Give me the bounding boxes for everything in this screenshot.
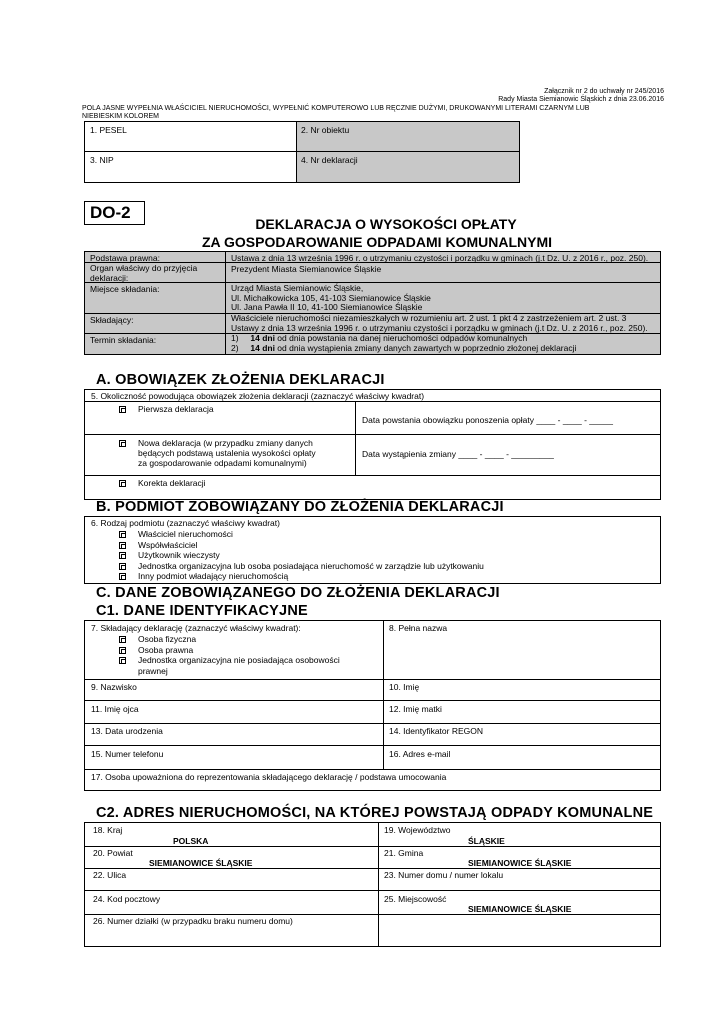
first-name-field[interactable]: 10. Imię (389, 682, 420, 692)
option-first-declaration[interactable]: Pierwsza deklaracja (119, 404, 214, 414)
house-number-field[interactable]: 23. Numer domu / numer lokalu (384, 870, 504, 880)
entity-option[interactable]: Inny podmiot władający nieruchomością (119, 571, 484, 582)
section-c-title: C. DANE ZOBOWIĄZANEGO DO ZŁOŻENIA DEKLARACJI (96, 585, 500, 601)
section-b-title: B. PODMIOT ZOBOWIĄZANY DO ZŁOŻENIA DEKLARACJI (96, 499, 504, 515)
attachment-line-1: Załącznik nr 2 do uchwały nr 245/2016 (544, 88, 664, 95)
authority-value: Prezydent Miasta Siemianowice Śląskie (231, 264, 382, 274)
email-field[interactable]: 16. Adres e-mail (389, 749, 451, 759)
checkbox-icon[interactable] (119, 636, 126, 643)
section-b-box (84, 516, 661, 584)
section-a-title: A. OBOWIĄZEK ZŁOŻENIA DEKLARACJI (96, 372, 385, 388)
entity-option[interactable]: Współwłaściciel (119, 540, 484, 551)
submitter-value: Właściciele nieruchomości niezamieszkałych w rozumieniu art. 2 ust. 1 pkt 4 z zastrzeżeniem art. 2 ust. 3 Ustawy z dnia 13 września 1996 r. o utrzymaniu czystości i porządku w gminach (j.t Dz. U. z 2016 r., poz. 250). (231, 313, 648, 333)
instructions-line-2: NIEBIESKIM KOLOREM (82, 113, 160, 120)
top-fields (84, 121, 520, 183)
full-name-field[interactable]: 8. Pełna nazwa (389, 623, 448, 633)
pesel-field[interactable]: 1. PESEL (90, 125, 127, 135)
locality-label: 25. Miejscowość (384, 894, 447, 904)
entity-option[interactable]: Użytkownik wieczysty (119, 550, 484, 561)
deadline-label: Termin składania: (90, 335, 157, 345)
submitter-option[interactable]: Jednostka organizacyjna nie posiadająca osobowości (119, 655, 340, 666)
country-label: 18. Kraj (93, 825, 123, 835)
checkbox-icon[interactable] (119, 406, 126, 413)
entity-type-options (119, 529, 484, 582)
info-table (84, 251, 661, 355)
option-new-declaration[interactable]: Nowa deklaracja (w przypadku zmiany danych będących podstawą ustalenia wysokości opłaty za gospodarowanie odpadami komunalnymi) (119, 438, 316, 468)
object-number-field: 2. Nr obiektu (301, 125, 350, 135)
county-label: 20. Powiat (93, 848, 133, 858)
option-correction[interactable]: Korekta deklaracji (119, 478, 206, 488)
county-value[interactable]: SIEMIANOWICE ŚLĄSKIE (149, 858, 253, 868)
submitter-label: Składający: (90, 315, 134, 325)
field-5-label: 5. Okoliczność powodująca obowiązek złożenia deklaracji (zaznaczyć właściwy kwadrat) (91, 391, 425, 401)
nip-field[interactable]: 3. NIP (90, 155, 114, 165)
section-c1-title: C1. DANE IDENTYFIKACYJNE (96, 603, 308, 619)
form-code: DO-2 (84, 201, 145, 225)
field-6-label: 6. Rodzaj podmiotu (zaznaczyć właściwy kwadrat) (91, 518, 280, 528)
checkbox-icon[interactable] (119, 531, 126, 538)
commune-value[interactable]: SIEMIANOWICE ŚLĄSKIE (468, 858, 572, 868)
submitter-option[interactable]: Osoba fizyczna (119, 634, 340, 645)
place-label: Miejsce składania: (90, 284, 160, 294)
checkbox-icon[interactable] (119, 542, 126, 549)
legal-basis-value: Ustawa z dnia 13 września 1996 r. o utrzymaniu czystości i porządku w gminach (j.t Dz. U. z 2016 r., poz. 250). (231, 253, 649, 263)
country-value[interactable]: POLSKA (173, 836, 209, 846)
entity-option[interactable]: Właściciel nieruchomości (119, 529, 484, 540)
entity-option[interactable]: Jednostka organizacyjna lub osoba posiadająca nieruchomość w zarządzie lub użytkowaniu (119, 561, 484, 572)
checkbox-icon[interactable] (119, 657, 126, 664)
change-date-field[interactable]: Data wystąpienia zmiany ____ - ____ - _________ (362, 449, 554, 459)
page-title-line-1: DEKLARACJA O WYSOKOŚCI OPŁATY (255, 216, 517, 232)
regon-field[interactable]: 14. Identyfikator REGON (389, 726, 484, 736)
checkbox-icon[interactable] (119, 480, 126, 487)
checkbox-icon[interactable] (119, 563, 126, 570)
representative-field[interactable]: 17. Osoba upoważniona do reprezentowania składającego deklarację / podstawa umocowania (91, 772, 447, 782)
postal-code-field[interactable]: 24. Kod pocztowy (93, 894, 161, 904)
father-name-field[interactable]: 11. Imię ojca (91, 704, 139, 714)
place-value: Urząd Miasta Siemianowic Śląskie, Ul. Michałkowicka 105, 41-103 Siemianowice Śląskie Ul. Jana Pawła II 10, 41-100 Siemianowice Śląskie (231, 283, 431, 312)
obligation-date-field[interactable]: Data powstania obowiązku ponoszenia opłaty ____ - ____ - _____ (362, 415, 613, 425)
attachment-line-2: Rady Miasta Siemianowic Śląskich z dnia 23.06.2016 (498, 96, 664, 103)
voivodeship-label: 19. Województwo (384, 825, 451, 835)
phone-field[interactable]: 15. Numer telefonu (91, 749, 164, 759)
section-c2-title: C2. ADRES NIERUCHOMOŚCI, NA KTÓREJ POWSTAJĄ ODPADY KOMUNALNE (96, 805, 654, 821)
checkbox-icon[interactable] (119, 573, 126, 580)
street-field[interactable]: 22. Ulica (93, 870, 127, 880)
checkbox-icon[interactable] (119, 552, 126, 559)
voivodeship-value[interactable]: ŚLĄSKIE (468, 836, 505, 846)
birth-date-field[interactable]: 13. Data urodzenia (91, 726, 163, 736)
plot-number-field[interactable]: 26. Numer działki (w przypadku braku numeru domu) (93, 916, 293, 926)
mother-name-field[interactable]: 12. Imię matki (389, 704, 442, 714)
deadline-value: 1) 14 dni od dnia powstania na danej nieruchomości odpadów komunalnych 2) 14 dni od dnia wystąpienia zmiany danych zawartych w poprzednio złożonej deklaracji (231, 333, 577, 353)
locality-value[interactable]: SIEMIANOWICE ŚLĄSKIE (468, 904, 572, 914)
field-7-label: 7. Składający deklarację (zaznaczyć właściwy kwadrat): (91, 623, 301, 633)
surname-field[interactable]: 9. Nazwisko (91, 682, 137, 692)
page-title-line-2: ZA GOSPODAROWANIE ODPADAMI KOMUNALNYMI (202, 234, 552, 250)
checkbox-icon[interactable] (119, 440, 126, 447)
section-c2-box (84, 822, 661, 947)
checkbox-icon[interactable] (119, 647, 126, 654)
commune-label: 21. Gmina (384, 848, 424, 858)
authority-label: Organ właściwy do przyjęcia deklaracji: (90, 263, 198, 283)
section-c1-box (84, 620, 661, 791)
instructions-line-1: POLA JASNE WYPEŁNIA WŁAŚCICIEL NIERUCHOMOŚCI, WYPEŁNIĆ KOMPUTEROWO LUB RĘCZNIE DUŻYMI, DRUKOWANYMI LITERAMI CZARNYM LUB (82, 105, 590, 112)
section-a-box (84, 389, 661, 500)
submitter-option[interactable]: Osoba prawna (119, 645, 340, 656)
submitter-type-options: Osoba fizyczna Osoba prawna Jednostka organizacyjna nie posiadająca osobowości prawnej (119, 634, 340, 676)
legal-basis-label: Podstawa prawna: (90, 253, 160, 263)
declaration-number-field: 4. Nr deklaracji (301, 155, 358, 165)
